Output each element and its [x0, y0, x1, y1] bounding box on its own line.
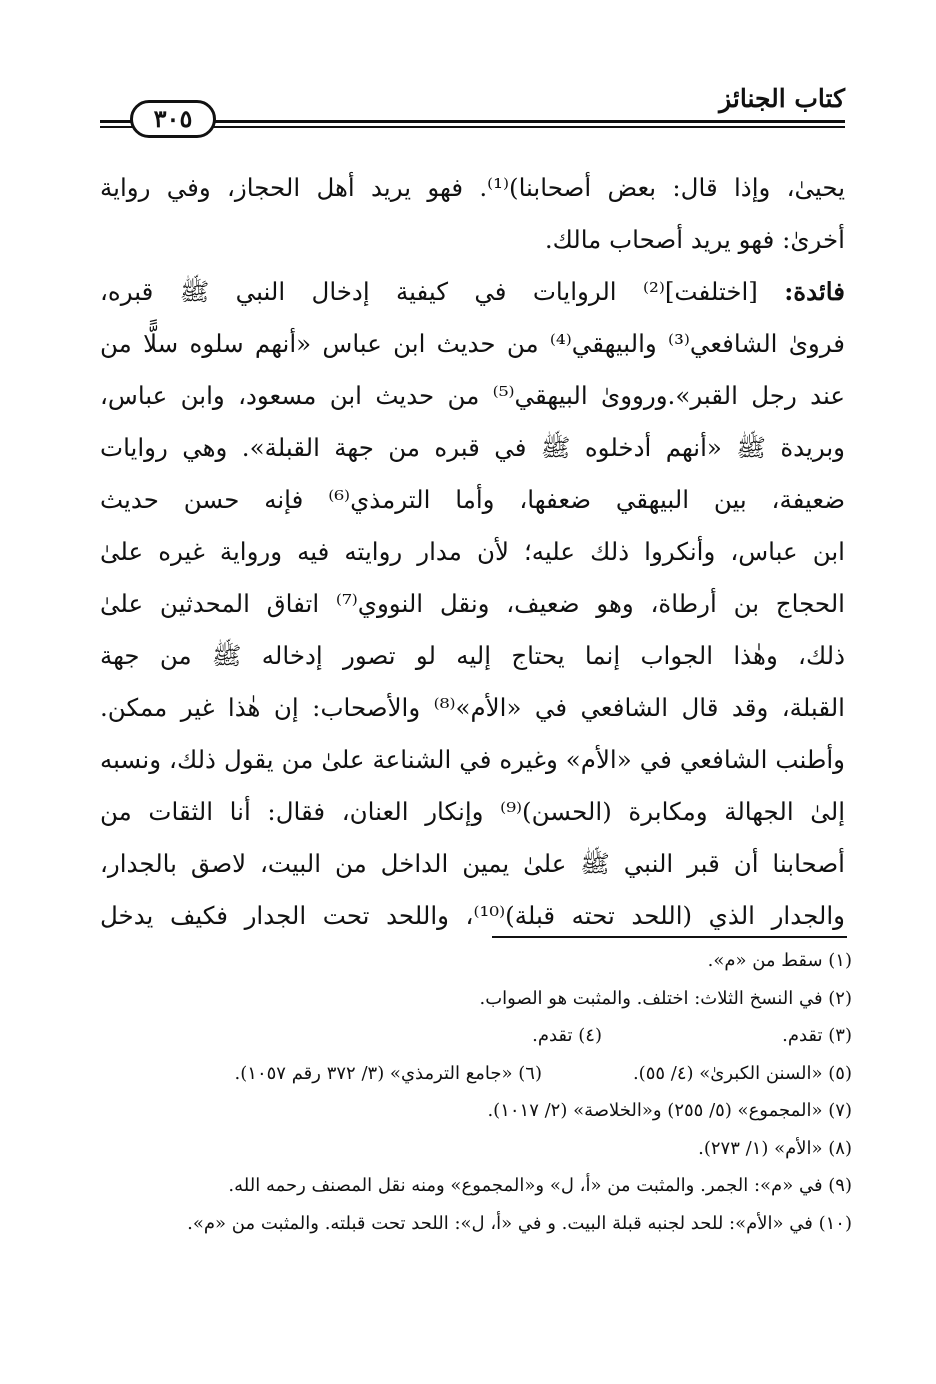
text-line: والجدار الذي (اللحد تحته قبلة)⁽¹⁰⁾، واللحد تحت الجدار فكيف يدخل: [100, 901, 845, 930]
running-title: كتاب الجنائز: [719, 84, 845, 113]
text-line: وبريدة ﷺ «أنهم أدخلوه ﷺ في قبره من جهة القبلة». وهي روايات: [100, 433, 845, 462]
text-line: ذلك، وهٰذا الجواب إنما يحتاج إليه لو تصور إدخاله ﷺ من جهة: [100, 641, 845, 670]
footnote-2: (٢) في النسخ الثلاث: اختلف. والمثبت هو الصواب.: [479, 987, 852, 1009]
text-line: ابن عباس، وأنكروا ذلك عليه؛ لأن مدار روايته فيه ورواية غيره علىٰ: [100, 537, 845, 566]
footnote-10: (١٠) في «الأم»: للحد لجنبه قبلة البيت. و في «أ، ل»: اللحد تحت قبلته. والمثبت من «م».: [187, 1212, 852, 1234]
footnote-5: (٥) «السنن الكبرىٰ» (٤/ ٥٥).: [632, 1062, 852, 1084]
text-line: يحيىٰ، وإذا قال: بعض أصحابنا)⁽¹⁾. فهو يريد أهل الحجاز، وفي رواية: [100, 173, 845, 202]
footnote-8: (٨) «الأم» (١/ ٢٧٣).: [698, 1137, 852, 1159]
text-line: فائدة: [اختلفت]⁽²⁾ الروايات في كيفية إدخال النبي ﷺ قبره،: [100, 277, 845, 306]
text-line: فروىٰ الشافعي⁽³⁾ والبيهقي⁽⁴⁾ من حديث ابن عباس «أنهم سلوه سلًّا من: [100, 329, 845, 358]
text-line: أخرىٰ: فهو يريد أصحاب مالك.: [544, 225, 845, 254]
footnote-row-5-6: [100, 1055, 852, 1093]
footnote-4: (٤) تقدم.: [532, 1025, 602, 1046]
footnote-7: (٧) «المجموع» (٥/ ٢٥٥) و«الخلاصة» (٢/ ١٠١٧).: [487, 1100, 852, 1121]
footnotes: [100, 942, 852, 1242]
text-line: عند رجل القبر».ورووىٰ البيهقي⁽⁵⁾ من حديث ابن مسعود، وابن عباس،: [100, 381, 845, 410]
page-number: ٣٠٥: [130, 100, 216, 138]
footnote-6: (٦) «جامع الترمذي» (٣/ ٣٧٢ رقم ١٠٥٧).: [234, 1062, 542, 1084]
text-line: ضعيفة، بين البيهقي ضعفها، وأما الترمذي⁽⁶⁾ فإنه حسن حديث: [100, 485, 845, 514]
footnote-3: (٣) تقدم.: [782, 1025, 852, 1046]
page-header: [100, 82, 845, 136]
footnote-divider: [492, 936, 847, 938]
faida-label: فائدة:: [784, 277, 845, 306]
text-line: وأطنب الشافعي في «الأم» وغيره في الشناعة علىٰ من يقول ذلك، ونسبه: [100, 745, 845, 774]
text-line: القبلة، وقد قال الشافعي في «الأم»⁽⁸⁾ والأصحاب: إن هٰذا غير ممكن.: [100, 693, 845, 722]
footnote-9: (٩) في «م»: الجمر. والمثبت من «أ، ل» و«المجموع» ومنه نقل المصنف رحمه الله.: [228, 1175, 852, 1196]
footnote-1: (١) سقط من «م».: [707, 950, 852, 971]
text-line: أصحابنا أن قبر النبي ﷺ علىٰ يمين الداخل من البيت، لاصق بالجدار،: [100, 849, 845, 878]
footnote-row-3-4: [100, 1017, 852, 1055]
main-text: [100, 162, 845, 942]
text-line: إلىٰ الجهالة ومكابرة (الحسن)⁽⁹⁾ وإنكار العنان، فقال: أنا الثقات من: [100, 797, 845, 826]
text-line: الحجاج بن أرطاة، وهو ضعيف، ونقل النووي⁽⁷⁾ اتفاق المحدثين علىٰ: [100, 589, 845, 618]
